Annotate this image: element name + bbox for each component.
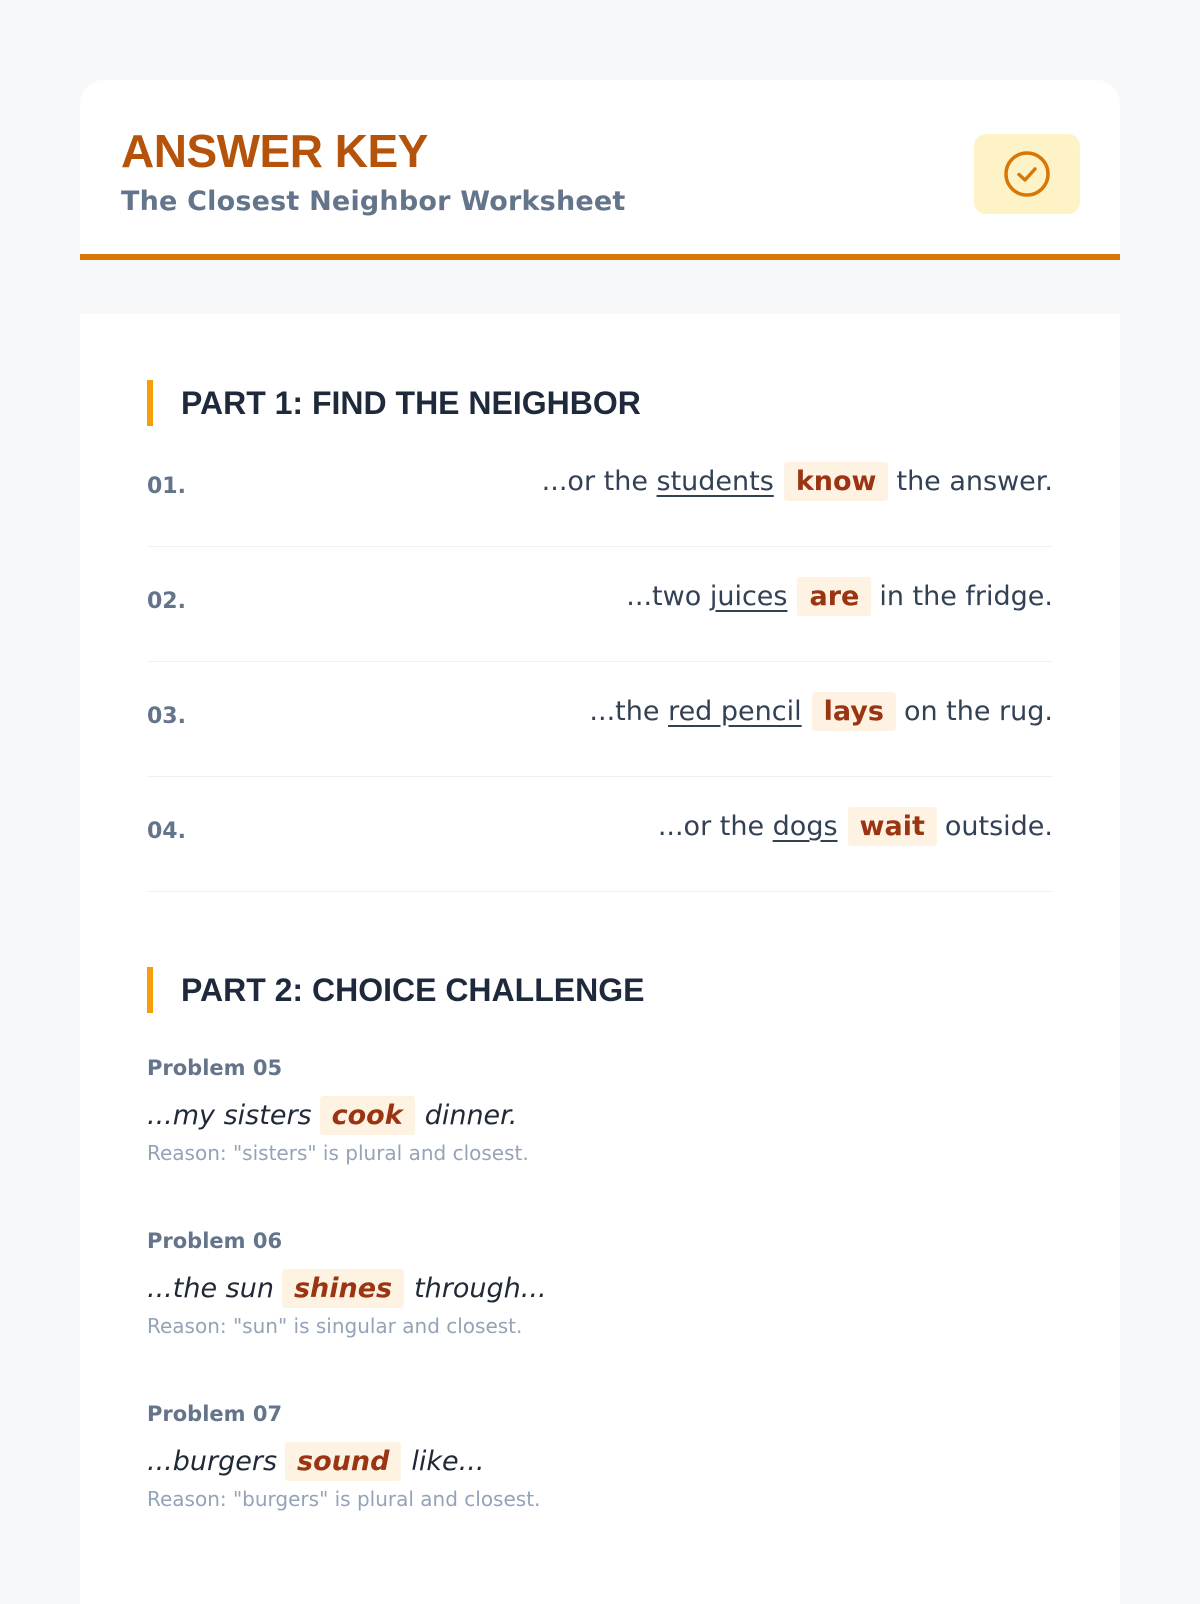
row-sentence xyxy=(626,577,1053,616)
answer-verb: shines xyxy=(282,1269,404,1308)
problem-reason: Reason: "burgers" is plural and closest. xyxy=(147,1487,541,1511)
row-number: 03. xyxy=(147,704,186,729)
answer-verb: sound xyxy=(285,1442,401,1481)
sentence-after: in the fridge. xyxy=(879,581,1053,612)
problem-item xyxy=(147,1229,1053,1338)
answer-verb: wait xyxy=(848,807,937,846)
row-sentence xyxy=(589,692,1053,731)
problem-label: Problem 07 xyxy=(147,1402,283,1426)
problem-sentence xyxy=(147,1096,1053,1135)
part1-row xyxy=(147,547,1053,662)
sentence-before: ...burgers xyxy=(147,1446,278,1477)
sentence-after: on the rug. xyxy=(903,696,1053,727)
sentence-before: ...or the xyxy=(657,811,765,842)
problem-label: Problem 06 xyxy=(147,1229,283,1253)
problem-label: Problem 05 xyxy=(147,1056,283,1080)
row-sentence xyxy=(658,807,1053,846)
row-sentence xyxy=(542,462,1053,501)
part1-row xyxy=(147,662,1053,777)
sentence-before: ...or the xyxy=(541,466,648,497)
problem-item xyxy=(147,1402,1053,1511)
answer-verb: cook xyxy=(320,1096,415,1135)
sentence-subject: dogs xyxy=(772,811,838,842)
content-card xyxy=(80,314,1120,1604)
sentence-before: ...two xyxy=(626,581,702,612)
sentence-before: ...my sisters xyxy=(147,1100,312,1131)
sentence-after: like... xyxy=(411,1446,485,1477)
check-circle-icon xyxy=(1002,149,1052,199)
row-number: 02. xyxy=(147,589,186,614)
row-number: 04. xyxy=(147,819,186,844)
problem-reason: Reason: "sun" is singular and closest. xyxy=(147,1314,523,1338)
problem-item xyxy=(147,1056,1053,1165)
sentence-after: dinner. xyxy=(424,1100,518,1131)
answer-verb: lays xyxy=(812,692,896,731)
part2-heading: PART 2: CHOICE CHALLENGE xyxy=(147,967,644,1013)
sentence-after: outside. xyxy=(944,811,1053,842)
answer-verb: are xyxy=(797,577,871,616)
problem-sentence xyxy=(147,1269,1053,1308)
part1-heading: PART 1: FIND THE NEIGHBOR xyxy=(147,380,641,426)
sentence-after: the answer. xyxy=(896,466,1053,497)
page-subtitle: The Closest Neighbor Worksheet xyxy=(121,186,626,217)
problem-reason: Reason: "sisters" is plural and closest. xyxy=(147,1141,529,1165)
part1-row xyxy=(147,777,1053,892)
answer-badge xyxy=(974,134,1080,214)
header-card xyxy=(80,80,1120,260)
sentence-after: through... xyxy=(414,1273,547,1304)
part1-row xyxy=(147,432,1053,547)
sentence-before: ...the sun xyxy=(147,1273,274,1304)
page-title: ANSWER KEY xyxy=(121,125,428,177)
sentence-before: ...the xyxy=(589,696,660,727)
answer-verb: know xyxy=(784,462,889,501)
sentence-subject: juices xyxy=(709,581,788,612)
sentence-subject: students xyxy=(656,466,774,497)
row-number: 01. xyxy=(147,474,186,499)
problem-sentence xyxy=(147,1442,1053,1481)
sentence-subject: red pencil xyxy=(668,696,802,727)
